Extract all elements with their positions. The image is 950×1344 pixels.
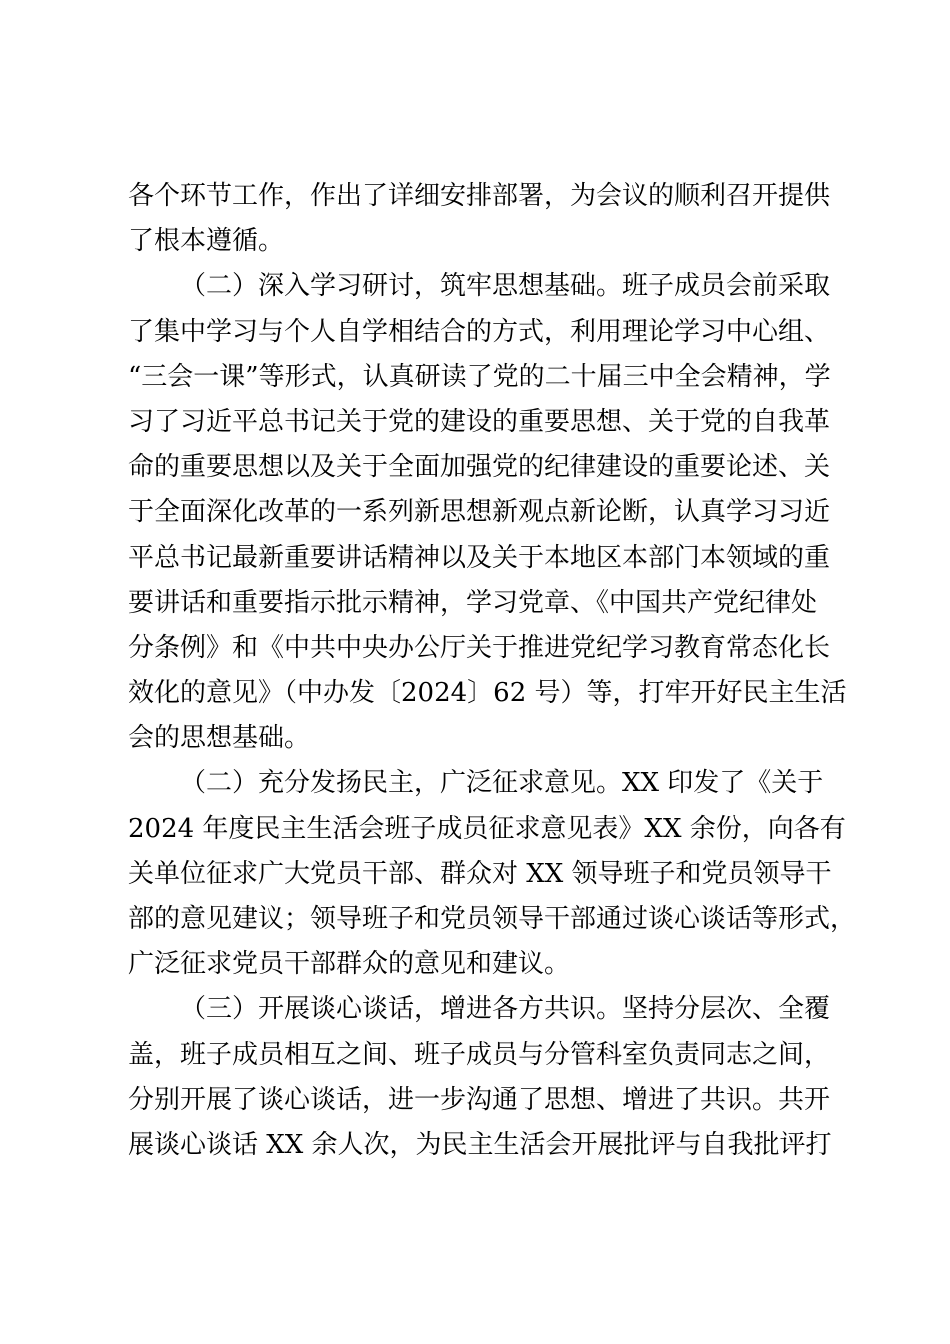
text-line: 了集中学习与个人自学相结合的方式，利用理论学习中心组、 [128,316,831,347]
text-line: 习了习近平总书记关于党的建设的重要思想、关于党的自我革 [128,406,831,437]
text-line: 会的思想基础。 [128,723,311,754]
text-line: “三会一课”等形式，认真研读了党的二十届三中全会精神，学 [128,361,831,392]
text-line: 平总书记最新重要讲话精神以及关于本地区本部门本领域的重 [128,542,831,573]
document-body [128,174,857,1168]
text-line: 2024 年度民主生活会班子成员征求意见表》XX 余份，向各有 [128,813,846,844]
text-line: 分别开展了谈心谈话，进一步沟通了思想、增进了共识。共开 [128,1084,831,1115]
text-line: 展谈心谈话 XX 余人次，为民主生活会开展批评与自我批评打 [128,1129,832,1160]
text-line: 各个环节工作，作出了详细安排部署，为会议的顺利召开提供 [128,181,831,211]
text-line: 了根本遵循。 [128,226,285,257]
text-line: 于全面深化改革的一系列新思想新观点新论断，认真学习习近 [128,497,831,528]
text-line: 分条例》和《中共中央办公厅关于推进党纪学习教育常态化长 [128,632,831,663]
paragraph-heading-line: （二）深入学习研讨，筑牢思想基础。班子成员会前采取 [180,271,831,302]
text-line: 广泛征求党员干部群众的意见和建议。 [128,949,571,980]
text-line: 盖，班子成员相互之间、班子成员与分管科室负责同志之间， [128,1039,831,1070]
text-line: 命的重要思想以及关于全面加强党的纪律建设的重要论述、关 [128,452,831,483]
text-line: 部的意见建议；领导班子和党员领导干部通过谈心谈话等形式， [128,904,857,934]
paragraph-heading-line: （三）开展谈心谈话，增进各方共识。坚持分层次、全覆 [180,994,831,1025]
text-line: 关单位征求广大党员干部、群众对 XX 领导班子和党员领导干 [128,858,832,889]
text-line: 效化的意见》（中办发〔2024〕62 号）等，打牢开好民主生活 [128,678,847,709]
text-line: 要讲话和重要指示批示精神，学习党章、《中国共产党纪律处 [128,587,818,618]
paragraph-heading-line: （二）充分发扬民主，广泛征求意见。XX 印发了《关于 [180,768,824,799]
